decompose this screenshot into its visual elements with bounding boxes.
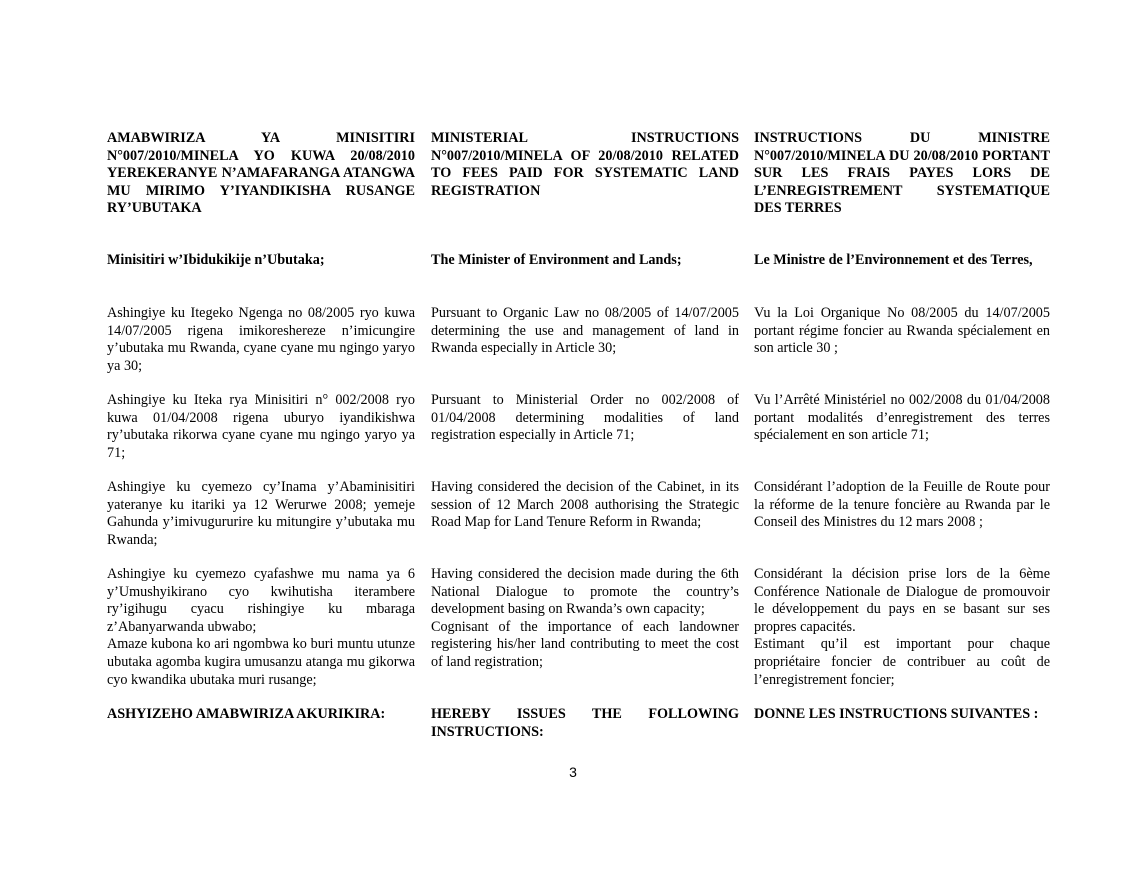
dialogue-paragraph-rw [107,566,415,689]
ministerial-order-paragraph-rw: Ashingiye ku Iteka rya Minisitiri n° 002/2008 ryo kuwa 01/04/2008 rigena uburyo iyandikishwa ry’ubutaka rikorwa cyane cyane mu ngingo yaryo ya 71; [107,392,415,461]
landowner-contribution-text-fr: Estimant qu’il est important pour chaque propriétaire foncier de contribuer au coût de l’enregistrement foncier; [754,636,1050,688]
minister-french: Le Ministre de l’Environnement et des Terres, [754,252,1033,268]
issues-heading-en: HEREBY ISSUES THE FOLLOWING INSTRUCTIONS: [431,706,739,740]
issues-heading-rw: ASHYIZEHO AMABWIRIZA AKURIKIRA: [107,706,386,722]
minister-kinyarwanda: Minisitiri w’Ibidukikije n’Ubutaka; [107,252,325,268]
national-dialogue-text-en: Having considered the decision made during the 6th National Dialogue to promote the country’s development basing on Rwanda’s own capacity; [431,566,739,618]
title-kinyarwanda: AMABWIRIZA YA MINISITIRI N°007/2010/MINELA YO KUWA 20/08/2010 YEREKERANYE N’AMAFARANGA ATANGWA MU MIRIMO Y’IYANDIKISHA RUSANGE RY’UBUTAKA [107,130,415,217]
organic-law-paragraph-rw: Ashingiye ku Itegeko Ngenga no 08/2005 ryo kuwa 14/07/2005 rigena imikoreshereze n’imicungire y’ubutaka mu Rwanda, cyane cyane mu ngingo yaryo ya 30; [107,305,415,374]
landowner-contribution-text-rw: Amaze kubona ko ari ngombwa ko buri muntu utunze ubutaka agomba kugira umusanzu atanga mu gikorwa cyo kwandika ubutaka muri rusange; [107,636,415,688]
landowner-contribution-text-en: Cognisant of the importance of each landowner registering his/her land contributing to meet the cost of land registration; [431,618,739,670]
organic-law-paragraph-en: Pursuant to Organic Law no 08/2005 of 14/07/2005 determining the use and management of land in Rwanda especially in Article 30; [431,305,739,357]
dialogue-paragraph-fr [754,566,1050,689]
cabinet-decision-paragraph-fr: Considérant l’adoption de la Feuille de Route pour la réforme de la tenure foncière au Rwanda par le Conseil des Ministres du 12 mars 2008 ; [754,479,1050,531]
cabinet-decision-paragraph-rw: Ashingiye ku cyemezo cy’Inama y’Abaminisitiri yateranye ku itariki ya 12 Werurwe 2008; yemeje Gahunda y’imivugururire ku mitungire y’ubutaka mu Rwanda; [107,479,415,548]
organic-law-paragraph-fr: Vu la Loi Organique No 08/2005 du 14/07/2005 portant régime foncier au Rwanda spécialement en son article 30 ; [754,305,1050,357]
national-dialogue-text-rw: Ashingiye ku cyemezo cyafashwe mu nama ya 6 y’Umushyikirano cyo kwihutisha iterambere ry’igihugu cyacu rishingiye ku mbaraga z’Abanyarwanda ubwabo; [107,566,415,635]
ministerial-order-paragraph-en: Pursuant to Ministerial Order no 002/2008 of 01/04/2008 determining modalities of land registration especially in Article 71; [431,392,739,444]
page-number: 3 [569,764,577,780]
ministerial-order-paragraph-fr: Vu l’Arrêté Ministériel no 002/2008 du 01/04/2008 portant modalités d’enregistrement des terres spécialement en son article 71; [754,392,1050,444]
minister-english: The Minister of Environment and Lands; [431,252,682,268]
issues-heading-fr: DONNE LES INSTRUCTIONS SUIVANTES : [754,706,1039,722]
cabinet-decision-paragraph-en: Having considered the decision of the Cabinet, in its session of 12 March 2008 authorising the Strategic Road Map for Land Tenure Reform in Rwanda; [431,479,739,531]
title-english: MINISTERIAL INSTRUCTIONS N°007/2010/MINELA OF 20/08/2010 RELATED TO FEES PAID FOR SYSTEMATIC LAND REGISTRATION [431,130,739,199]
dialogue-paragraph-en [431,566,739,672]
national-dialogue-text-fr: Considérant la décision prise lors de la 6ème Conférence Nationale de Dialogue de promouvoir le développement du pays en se basant sur ses propres capacités. [754,566,1050,635]
title-french: INSTRUCTIONS DU MINISTRE N°007/2010/MINELA DU 20/08/2010 PORTANT SUR LES FRAIS PAYES LORS DE L’ENREGISTREMENT SYSTEMATIQUE DES TERRES [754,130,1050,217]
